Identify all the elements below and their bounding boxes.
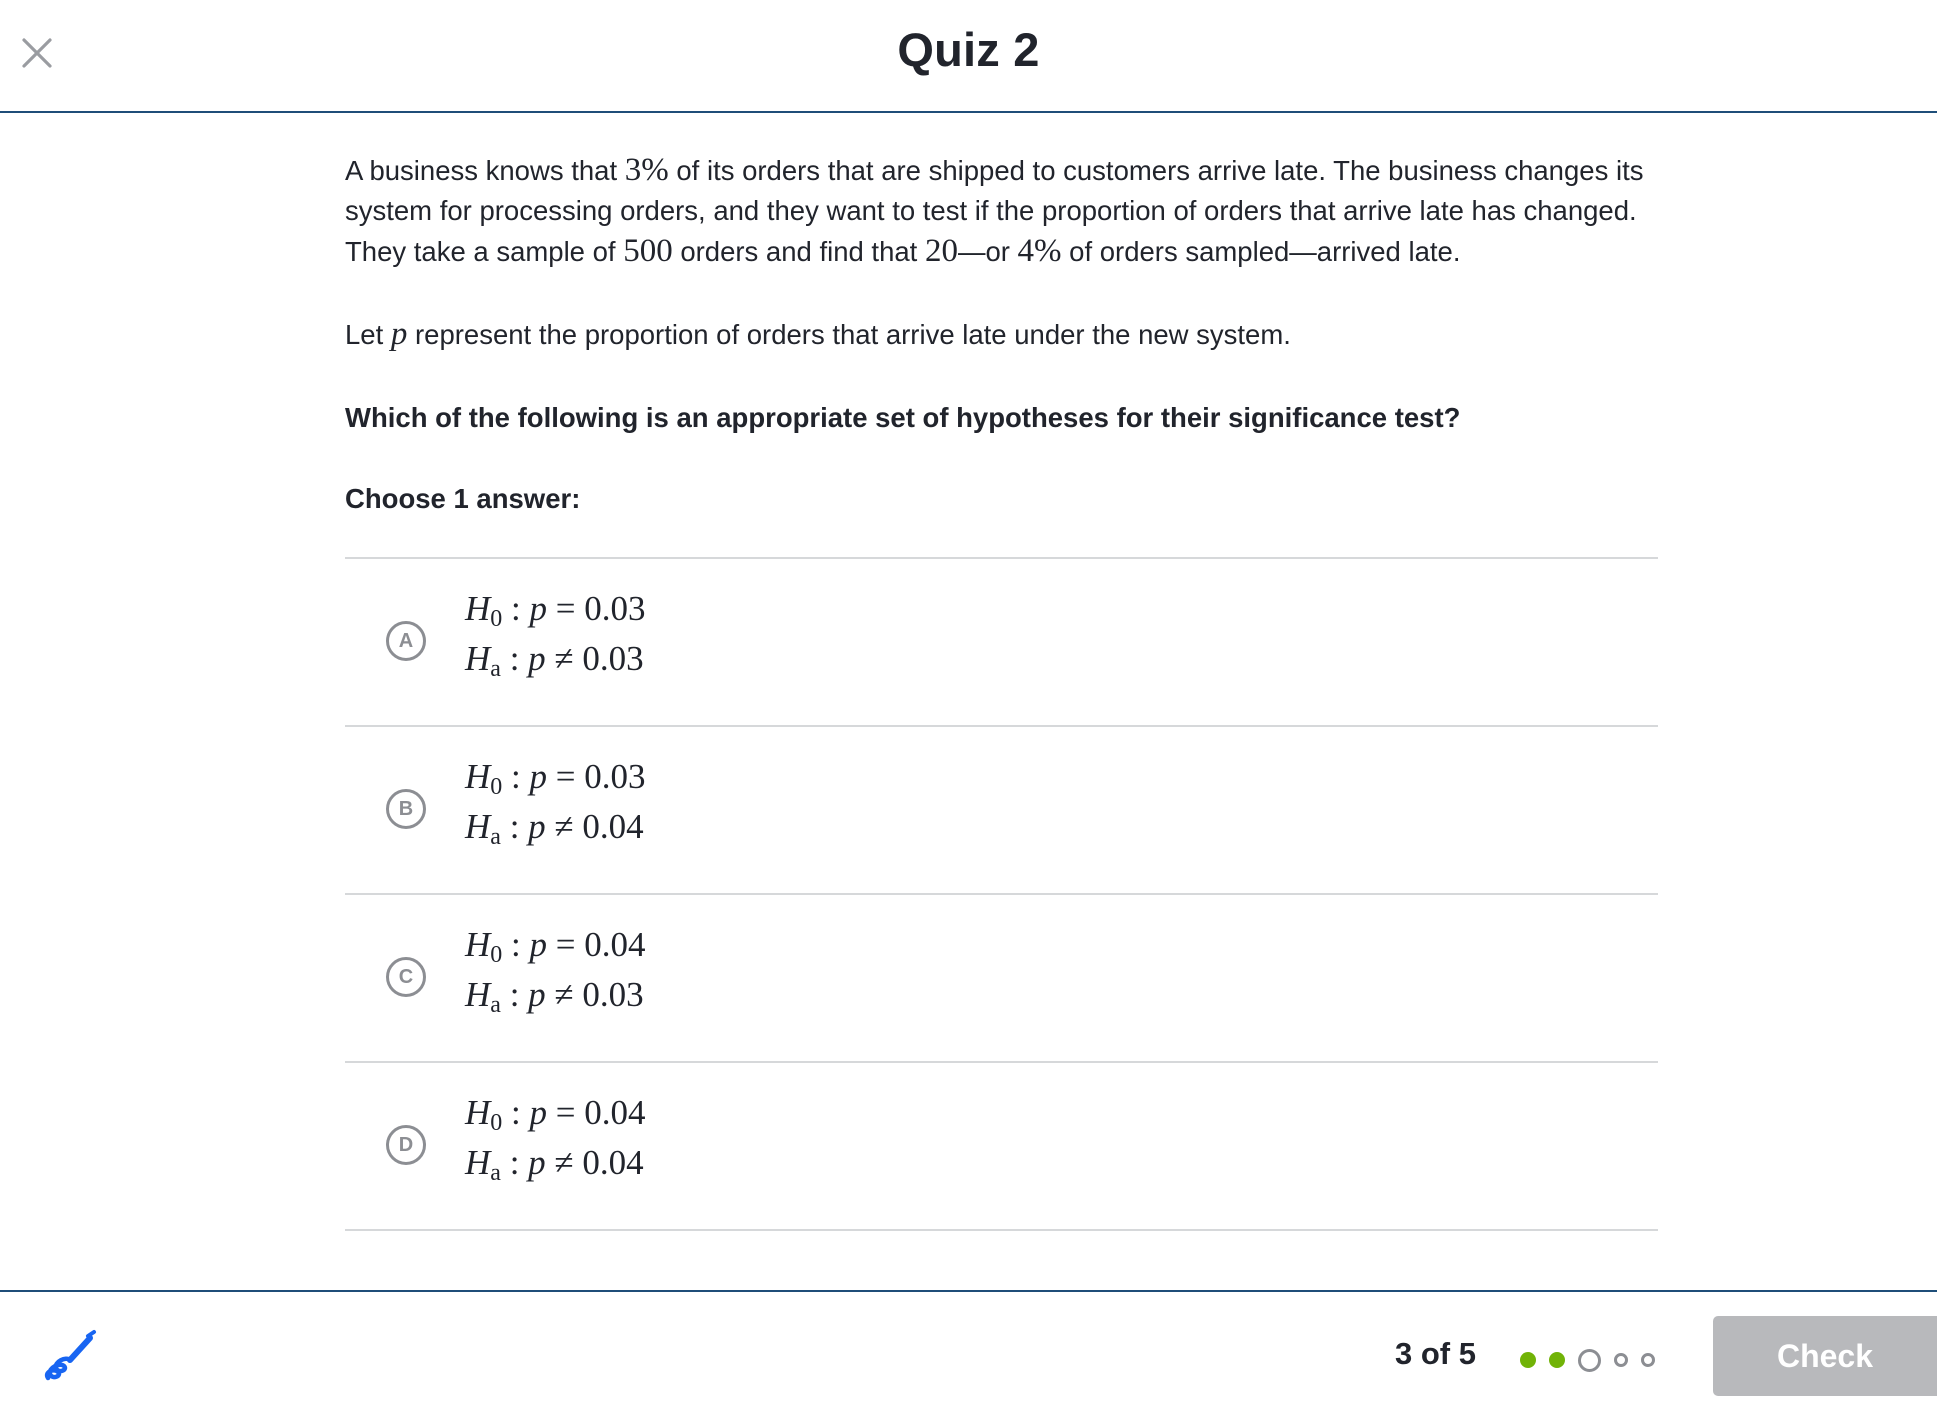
scratchpad-button[interactable] — [40, 1328, 98, 1386]
progress-dot-pending — [1641, 1353, 1655, 1367]
math-variable: p — [390, 316, 408, 352]
progress-label: 3 of 5 — [1395, 1336, 1476, 1371]
problem-text: represent the proportion of orders that arrive late under the new system. — [407, 319, 1291, 350]
problem-text: of its orders that are shipped to customers arrive late. The business changes its system for processing orders, and they want to test if the proportion of orders that arrive late has changed. They take a sample of — [345, 155, 1644, 267]
problem-content — [345, 150, 1658, 519]
math-value: 20 — [924, 233, 958, 269]
scratchpad-pen-icon — [40, 1328, 98, 1386]
math-value: 3% — [624, 152, 669, 188]
alternative-hypothesis: $H_a$ : p ≠ 0.04 — [465, 807, 644, 850]
check-button[interactable]: Check — [1713, 1316, 1937, 1396]
progress-dot-pending — [1614, 1353, 1628, 1367]
choice-letter-badge[interactable]: B — [386, 789, 426, 829]
answer-choices — [345, 557, 1658, 1231]
variable-definition — [345, 314, 1658, 355]
choice-d[interactable] — [345, 1063, 1658, 1231]
null-hypothesis: $H_0$ : p = 0.04 — [465, 1093, 646, 1136]
choice-letter-badge[interactable]: A — [386, 621, 426, 661]
problem-text: of orders sampled—arrived late. — [1061, 236, 1461, 267]
problem-text: Let — [345, 319, 391, 350]
quiz-header — [0, 0, 1937, 113]
choice-c[interactable] — [345, 895, 1658, 1063]
problem-text: A business knows that — [345, 155, 625, 186]
quiz-footer — [0, 1290, 1937, 1408]
progress-dot-complete — [1549, 1352, 1565, 1368]
progress-dot-current — [1578, 1349, 1601, 1372]
problem-statement — [345, 150, 1658, 272]
choice-letter-badge[interactable]: C — [386, 957, 426, 997]
progress-dots — [1520, 1348, 1668, 1372]
alternative-hypothesis: $H_a$ : p ≠ 0.03 — [465, 975, 644, 1018]
page-title: Quiz 2 — [897, 23, 1040, 76]
problem-text: —or — [957, 236, 1018, 267]
alternative-hypothesis: $H_a$ : p ≠ 0.04 — [465, 1143, 644, 1186]
null-hypothesis: $H_0$ : p = 0.03 — [465, 589, 646, 632]
choose-instruction: Choose 1 answer: — [345, 483, 581, 514]
problem-text: orders and find that — [672, 236, 925, 267]
alternative-hypothesis: $H_a$ : p ≠ 0.03 — [465, 639, 644, 682]
choice-b[interactable] — [345, 727, 1658, 895]
null-hypothesis: $H_0$ : p = 0.03 — [465, 757, 646, 800]
null-hypothesis: $H_0$ : p = 0.04 — [465, 925, 646, 968]
progress-dot-complete — [1520, 1352, 1536, 1368]
choice-a[interactable] — [345, 559, 1658, 727]
question-prompt: Which of the following is an appropriate set of hypotheses for their significance test? — [345, 402, 1461, 433]
math-value: 500 — [623, 233, 673, 269]
math-value: 4% — [1017, 233, 1062, 269]
choice-letter-badge[interactable]: D — [386, 1125, 426, 1165]
